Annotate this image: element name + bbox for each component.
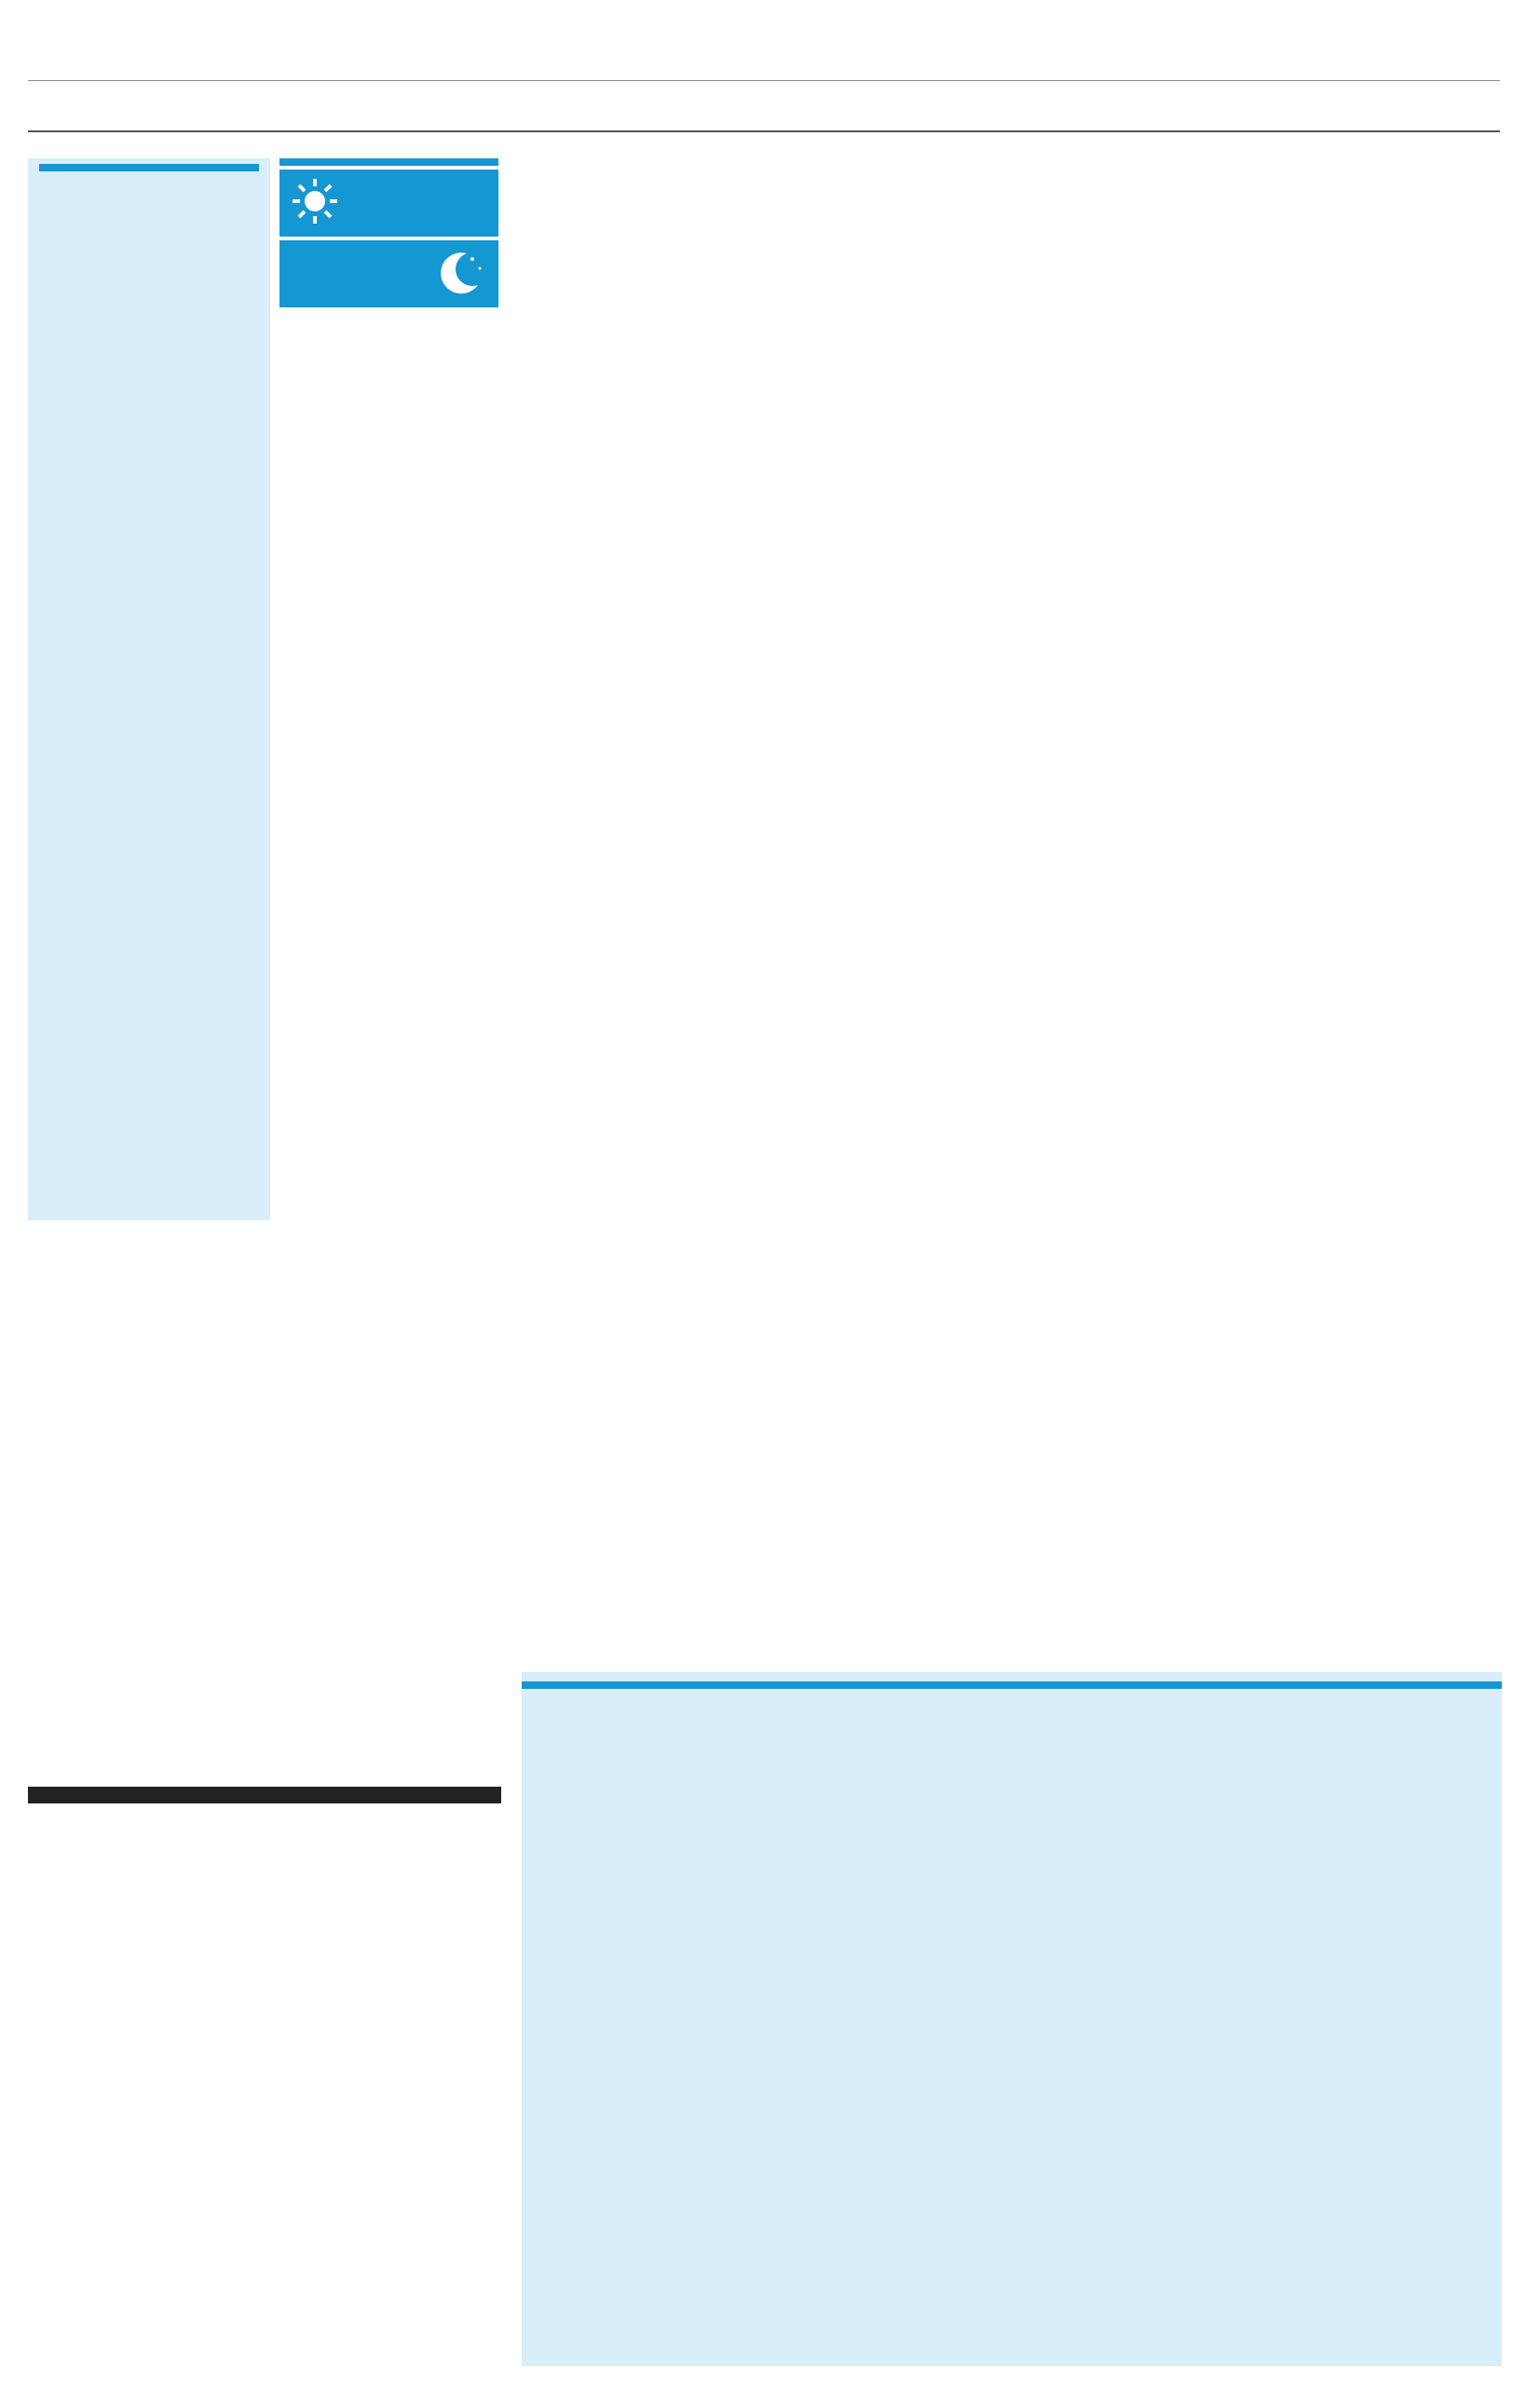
church-text [279,369,498,388]
today-title [279,158,498,166]
crossword [28,1276,501,1784]
sudoku-solution [279,987,498,995]
nameday-text [279,315,498,356]
sudoku-puzzle [28,1807,501,2320]
horoscope-title [522,1681,1502,1689]
tv-listings [522,156,1502,1667]
moon-icon [433,246,487,300]
sun-box [279,170,498,237]
moon-box [279,240,498,307]
header-rule [28,80,1500,81]
crossword-footer [28,1787,501,1803]
jokes-box [28,158,270,1220]
jokes-title [39,164,259,171]
today-box [279,158,498,388]
sun-icon [291,177,339,225]
sudoku-grid [28,1807,501,2320]
crossword-grid [28,1276,501,1784]
horoscope [522,1672,1502,2366]
header-rule-bottom [28,130,1500,132]
